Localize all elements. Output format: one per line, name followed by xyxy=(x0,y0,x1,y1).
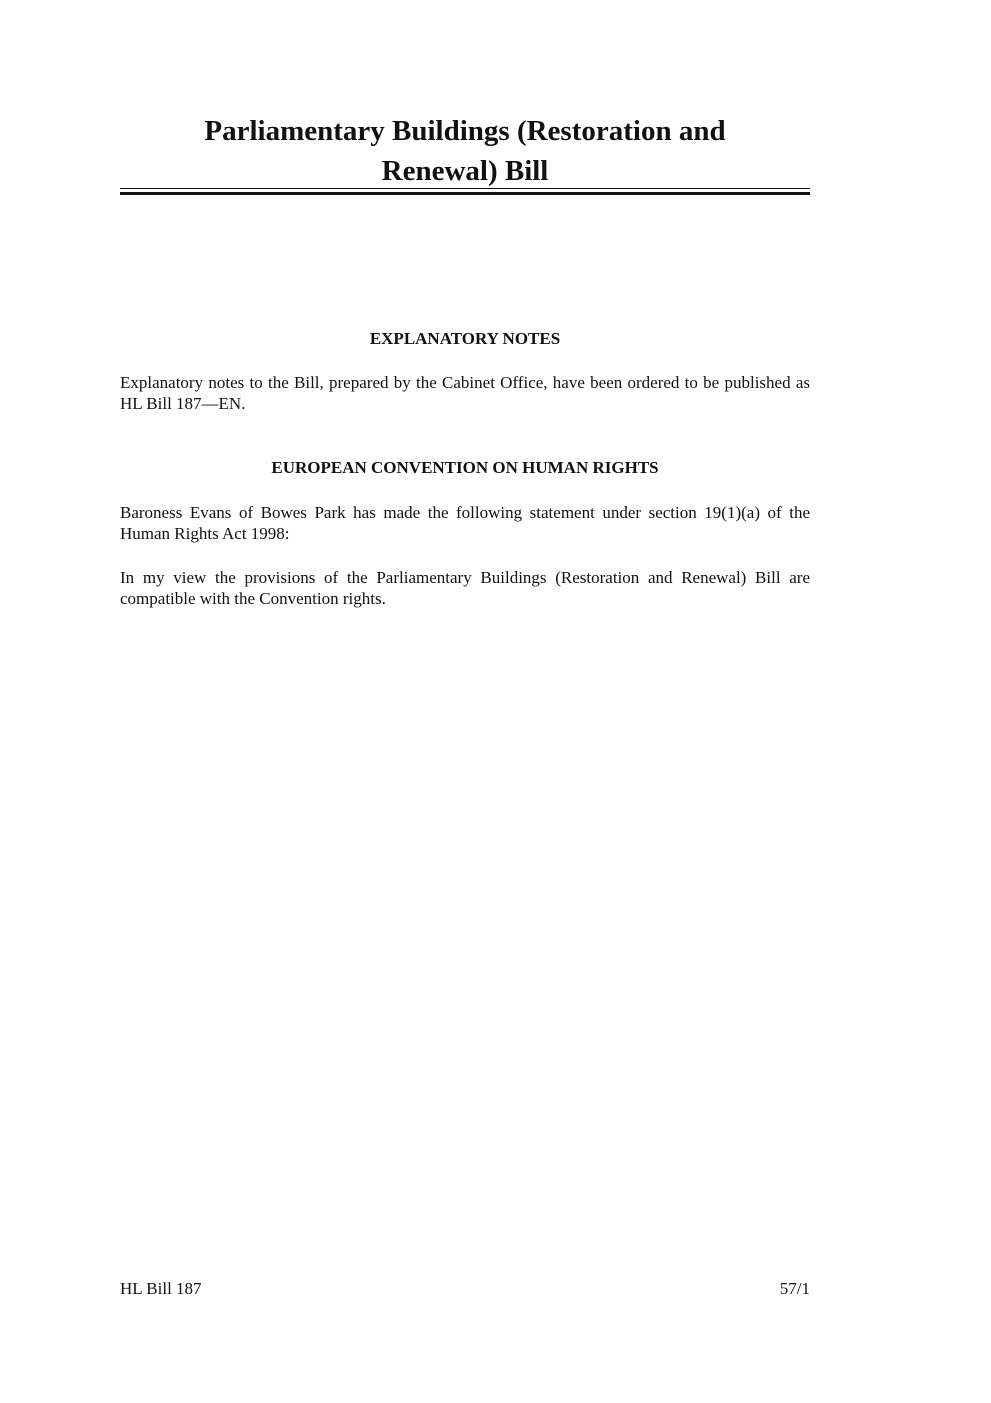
footer-bill-reference: HL Bill 187 xyxy=(120,1279,202,1298)
page-footer xyxy=(120,1279,810,1299)
title-rule-thin xyxy=(120,188,810,189)
explanatory-notes-paragraph: Explanatory notes to the Bill, prepared by the Cabinet Office, have been ordered to be published as HL Bill 187—EN. xyxy=(120,373,810,413)
echr-statement: In my view the provisions of the Parliamentary Buildings (Restoration and Renewal) Bill are compatible with the Convention rights. xyxy=(120,568,810,608)
title-rule-thick xyxy=(120,192,810,195)
footer-page-reference: 57/1 xyxy=(779,1279,810,1298)
explanatory-notes-heading: EXPLANATORY NOTES xyxy=(369,329,561,348)
echr-statement-intro: Baroness Evans of Bowes Park has made the following statement under section 19(1)(a) of the Human Rights Act 1998: xyxy=(120,503,810,543)
echr-heading: EUROPEAN CONVENTION ON HUMAN RIGHTS xyxy=(271,458,659,477)
bill-title xyxy=(120,111,810,191)
bill-title-line-1: Parliamentary Buildings (Restoration and xyxy=(204,115,726,147)
bill-title-line-2: Renewal) Bill xyxy=(381,155,549,187)
